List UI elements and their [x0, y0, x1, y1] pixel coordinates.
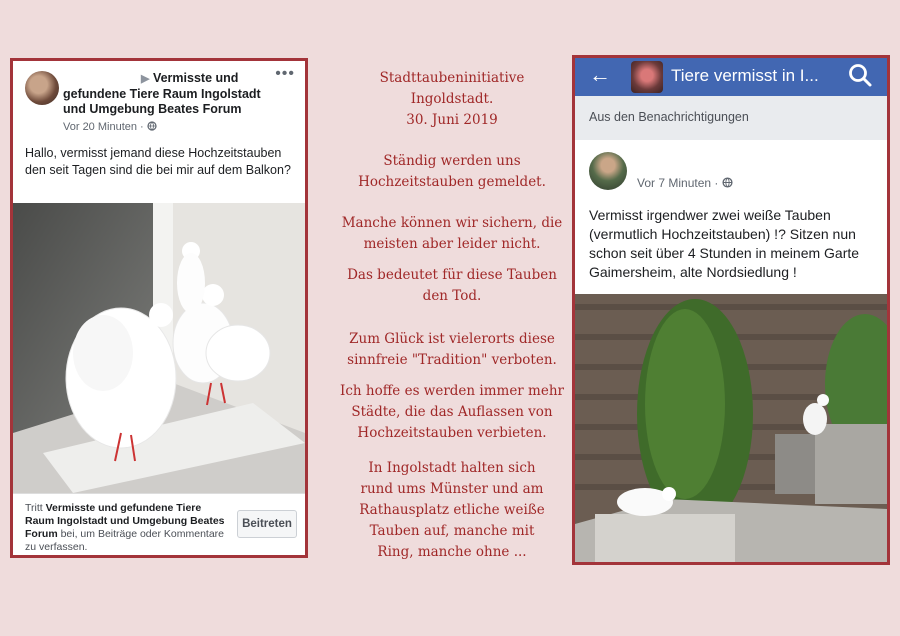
arrow-right-icon: ▶: [141, 73, 150, 85]
garden-pigeons-photo[interactable]: [575, 294, 887, 562]
paragraph-1: Ständig werden uns Hochzeitstauben gemeldet.: [358, 153, 546, 190]
globe-icon: [147, 121, 157, 133]
post-text-line-4: Gaimersheim, alte Nordsiedlung !: [589, 264, 797, 280]
paragraph-5: Ich hoffe es werden immer mehr Städte, die das Auflassen von Hochzeitstauben verbieten.: [340, 383, 564, 441]
pigeons-on-balcony-photo[interactable]: [13, 203, 305, 493]
left-facebook-post: [10, 58, 308, 558]
header-line-3: 30. Juni 2019: [406, 112, 498, 128]
paragraph-3: Das bedeutet für diese Tauben den Tod.: [347, 267, 557, 304]
post-text: Hallo, vermisst jemand diese Hochzeitstauben den seit Tagen sind die bei mir auf dem Balkon?: [25, 146, 291, 177]
post-timestamp: [637, 176, 733, 190]
header-line-1: Stadttaubeninitiative: [379, 70, 525, 86]
post-text: [589, 206, 889, 282]
join-group-text: [25, 502, 230, 554]
profile-avatar[interactable]: [25, 71, 59, 105]
more-horizontal-icon[interactable]: •••: [275, 65, 295, 82]
paragraph-4: Zum Glück ist vielerorts diese sinnfreie "Tradition" verboten.: [347, 331, 557, 368]
notification-source-label: Aus den Benachrichtigungen: [575, 96, 887, 140]
initiative-statement: [336, 68, 568, 563]
timestamp-text: Vor 20 Minuten ·: [63, 121, 147, 133]
group-avatar[interactable]: [631, 61, 663, 93]
group-name-link[interactable]: [63, 71, 263, 117]
timestamp-text: Vor 7 Minuten ·: [637, 176, 722, 190]
footer-suffix: bei, um Beiträge oder Kommentare zu verfassen.: [25, 528, 225, 553]
search-icon[interactable]: [845, 60, 875, 90]
paragraph-6: In Ingolstadt halten sich rund ums Münster und am Rathausplatz etliche weiße Tauben auf, manche mit Ring, manche ohne ...: [359, 460, 545, 560]
footer-prefix: Tritt: [25, 502, 46, 514]
app-top-bar: [575, 58, 887, 96]
post-text-line-1: Vermisst irgendwer zwei weiße Tauben: [589, 207, 831, 223]
post-text-line-2: (vermutlich Hochzeitstauben) !? Sitzen nun: [589, 226, 856, 242]
left-post-header: [13, 61, 305, 141]
group-title[interactable]: Tiere vermisst in I...: [671, 66, 819, 85]
footer-group-name[interactable]: Vermisste und gefundene Tiere Raum Ingolstadt und Umgebung Beates Forum: [25, 502, 225, 540]
right-facebook-post: [572, 55, 890, 565]
author-avatar[interactable]: [589, 152, 627, 190]
group-name[interactable]: Vermisste und gefundene Tiere Raum Ingolstadt und Umgebung Beates Forum: [63, 71, 261, 116]
post-timestamp: [63, 121, 157, 133]
paragraph-2: Manche können wir sichern, die meisten aber leider nicht.: [341, 215, 563, 252]
back-arrow-icon[interactable]: ←: [589, 62, 611, 87]
globe-icon: [722, 176, 733, 190]
join-button[interactable]: Beitreten: [237, 510, 297, 538]
join-group-footer: [13, 493, 305, 556]
post-text-line-3: schon seit über 4 Stunden in meinem Garte: [589, 245, 860, 261]
header-line-2: Ingoldstadt.: [410, 91, 494, 107]
